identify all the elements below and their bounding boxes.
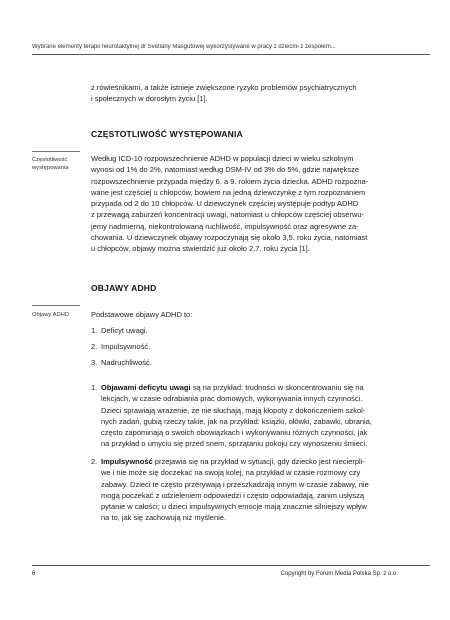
- footer-rule: [32, 565, 430, 566]
- detail-item-impulsivity: [91, 456, 376, 524]
- text-line: chowania. U dziewczynek objawy rozpoczynają się około 3,5. roku życia, natomiast: [91, 233, 368, 243]
- text-line: rozpowszechnienie przypada między 6. a 9. rokiem życia dziecka. ADHD rozpozna-: [91, 176, 369, 186]
- text-line: wynosi od 1% do 2%, natomiast według DSM-IV od 3% do 5%, gdzie największe: [91, 165, 360, 175]
- list-number: 1.: [91, 383, 98, 392]
- text-line: i społecznych w dorosłym życiu [1].: [91, 94, 208, 104]
- margin-note-line: Objawy ADHD: [32, 312, 70, 318]
- list-number: 2.: [91, 457, 98, 466]
- text-line: z przewagą zaburzeń koncentracji uwagi, natomiast u chłopców częściej obserwu-: [91, 210, 365, 220]
- text-line: u chłopców, objawy można stwierdzić już około 2,7. roku życia [1].: [91, 244, 310, 254]
- text-line: na przykład o umyciu się przed snem, sprzątaniu pokoju czy wynoszeniu śmieci.: [101, 439, 368, 449]
- list-text: Deficyt uwagi.: [101, 326, 148, 335]
- list-text: Nadruchliwość.: [101, 358, 152, 367]
- detail-lead: Objawami deficytu uwagi: [101, 383, 191, 392]
- margin-rule: [32, 305, 80, 306]
- text-line: często zapominają o swoich obowiązkach i wykonywaniu różnych czynności, jak: [101, 428, 368, 438]
- page-number: 6: [32, 571, 36, 577]
- text-line: Według ICD-10 rozpowszechnienie ADHD w populacji dzieci w wieku szkolnym: [91, 154, 354, 163]
- section-heading-symptoms: OBJAWY ADHD: [91, 283, 157, 293]
- symptoms-intro: Podstawowe objawy ADHD to:: [91, 310, 193, 319]
- text-line: jemy nadmierną, niekontrolowaną ruchliwość, impulsywność oraz agresywne za-: [91, 221, 359, 231]
- list-number: 1.: [91, 326, 98, 335]
- text-line: mogą poczekać z udzieleniem odpowiedzi i często odpowiadają, zanim usłyszą: [101, 490, 365, 500]
- list-number: 2.: [91, 342, 98, 351]
- list-item: [91, 342, 150, 351]
- text-line: przypada od 2 do 10 chłopców. U dziewczynek częściej występuje podtyp ADHD: [91, 199, 359, 209]
- frequency-paragraph: [91, 153, 376, 255]
- text-line: Dzieci sprawiają wrażenie, że nie słuchają, mają kłopoty z dokończeniem szkol-: [101, 405, 366, 415]
- text-line: lekcjach, w czasie odrabiania prac domowych, wykonywania innych czynności.: [101, 394, 363, 404]
- text-line: we i nie może się doczekać na swoją kolej, na przykład w czasie rozmowy czy: [101, 468, 361, 478]
- margin-note-line: Częstotliwość: [32, 157, 68, 163]
- text-line: pytanie w całości; u dzieci impulsywnych emocje mają znacznie silniejszy wpływ: [101, 502, 367, 512]
- margin-rule: [32, 151, 80, 152]
- margin-note-symptoms: [32, 311, 84, 319]
- detail-item-attention: [91, 382, 376, 450]
- text-line: na to, jak się zachowują niż myślenie.: [101, 513, 227, 523]
- list-item: [91, 326, 148, 335]
- detail-text: są na przykład: trudności w skoncentrowaniu się na: [190, 383, 364, 392]
- running-header: Wybrane elementy terapii neurotaktylnej dr Svetlany Masgutowej wykorzystywane w pracy z dziećmi z zespołem...: [32, 44, 336, 50]
- detail-text: przejawia się na przykład w sytuacji, gdy dziecko jest niecierpli-: [152, 457, 365, 466]
- header-rule: [32, 54, 430, 55]
- text-line: wane jest częściej u chłopców, bowiem na jedną dziewczynkę z tym rozpoznaniem: [91, 187, 366, 197]
- text-line: [91, 382, 376, 393]
- detail-lead: Impulsywność: [101, 457, 153, 466]
- text-line: zabawy. Dzieci te często przerywają i przeszkadzają innym w czasie zabawy, nie: [101, 479, 369, 489]
- text-line: [91, 456, 376, 467]
- section-heading-frequency: CZĘSTOTLIWOŚĆ WYSTĘPOWANIA: [91, 129, 243, 139]
- intro-paragraph: [91, 82, 376, 105]
- margin-note-frequency: [32, 156, 84, 172]
- margin-note-line: występowania: [32, 165, 69, 171]
- copyright-text: Copyright by Forum Media Polska Sp. z o.o.: [280, 571, 398, 577]
- text-line: z rówieśnikami, a także istnieje zwiększone ryzyko problemów psychiatrycznych: [91, 83, 357, 92]
- list-item: [91, 358, 152, 367]
- list-number: 3.: [91, 358, 98, 367]
- list-text: Impulsywność.: [101, 342, 151, 351]
- text-line: nych zadań, gubią rzeczy takie, jak na przykład: książki, ołówki, zabawki, ubrania,: [101, 416, 372, 426]
